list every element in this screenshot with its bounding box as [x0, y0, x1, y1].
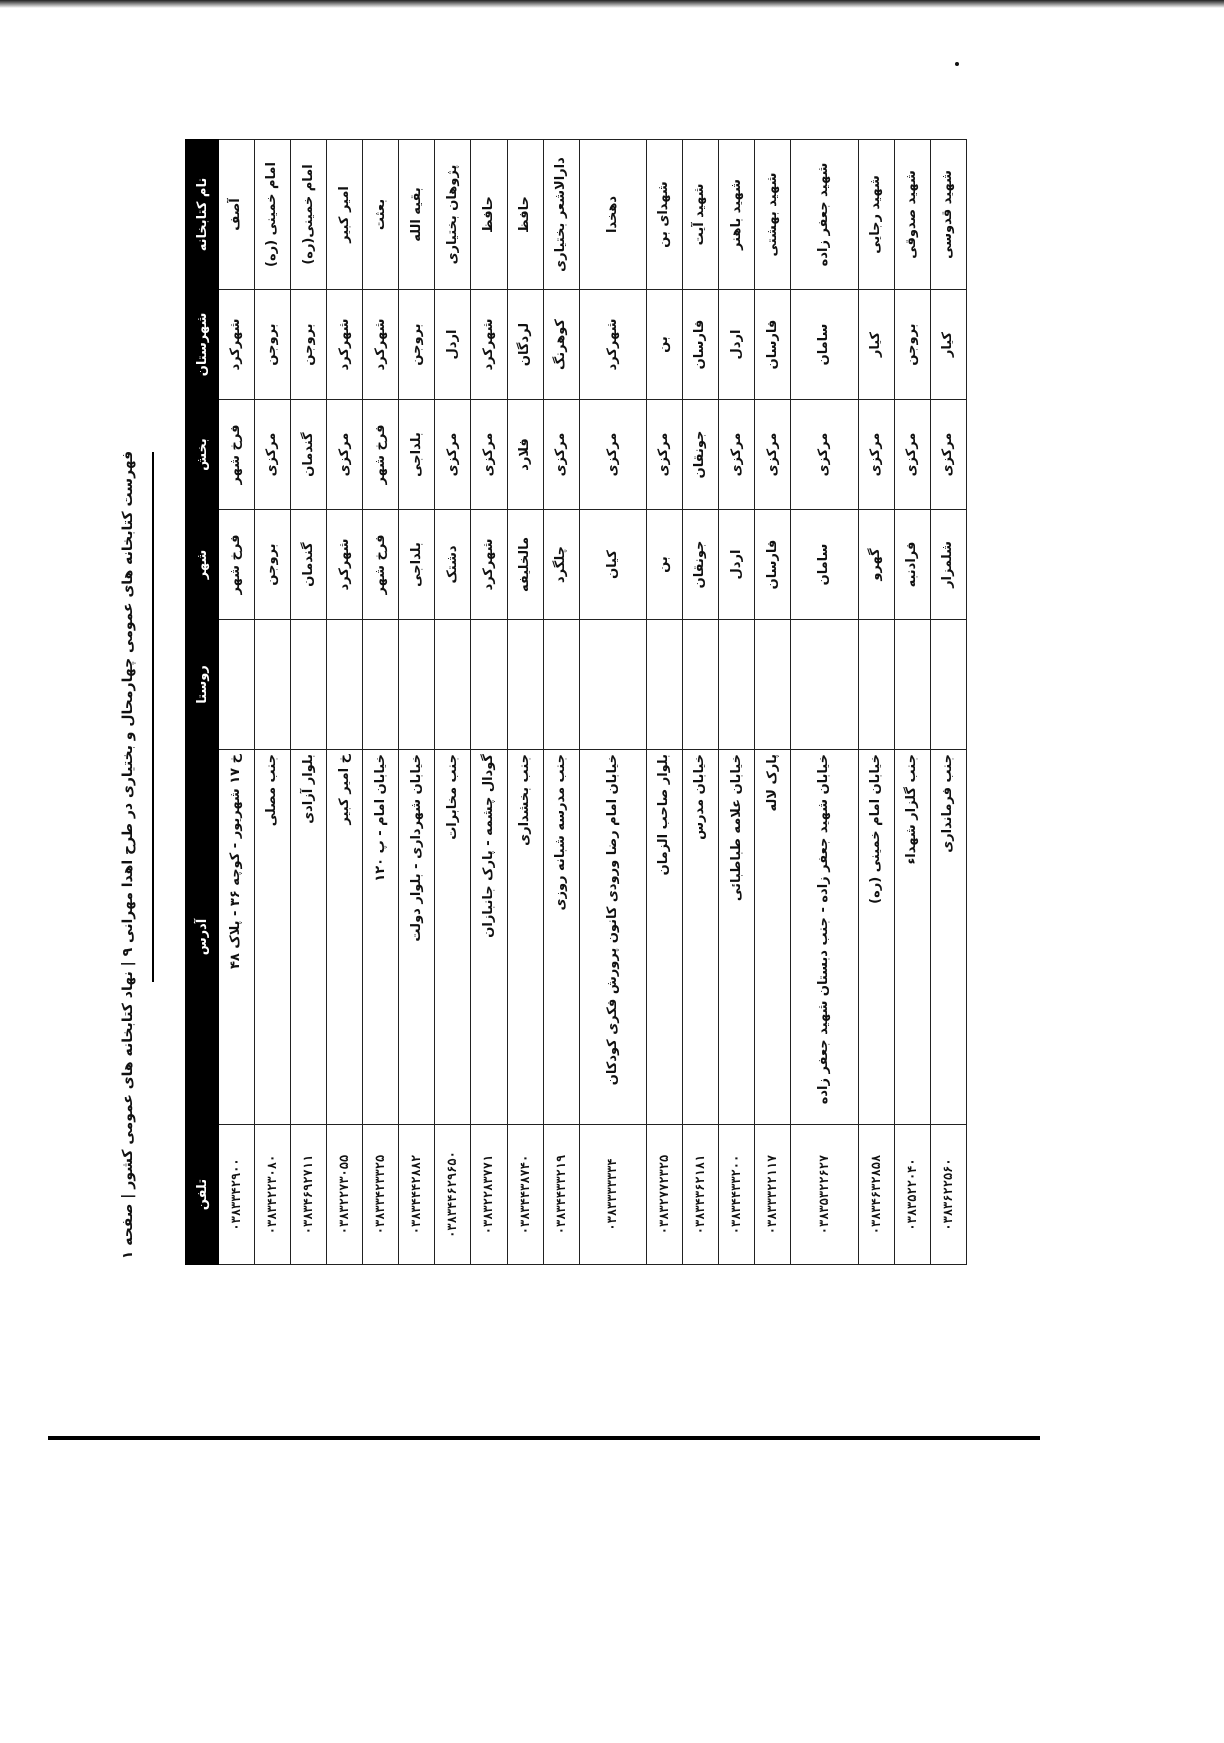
cell-name: بقیه الله [399, 140, 435, 290]
cell-phone: ۰۳۸۳۴۴۳۳۲۰۰ [719, 1125, 755, 1265]
cell-village [399, 620, 435, 750]
cell-village [327, 620, 363, 750]
cell-city: چلگرد [543, 510, 579, 620]
cell-address: خیابان مدرس [683, 750, 719, 1125]
cell-county: کیار [930, 290, 966, 400]
cell-district: مرکزی [858, 400, 894, 510]
cell-village [930, 620, 966, 750]
cell-name: امام خمینی (ره) [255, 140, 291, 290]
cell-phone: ۰۳۸۳۳۳۳۳۳۴ [579, 1125, 646, 1265]
cell-phone: ۰۳۸۳۴۴۶۲۹۶۵۰ [435, 1125, 471, 1265]
cell-village [291, 620, 327, 750]
cell-city: کیان [579, 510, 646, 620]
cell-county: فارسان [683, 290, 719, 400]
cell-address: خیابان شهرداری - بلوار دولت [399, 750, 435, 1125]
cell-district: مرکزی [471, 400, 507, 510]
cell-address: خیابان شهید جعفر زاده - جنب دبستان شهید جعفر زاده [791, 750, 858, 1125]
cell-village [646, 620, 682, 750]
cell-phone: ۰۳۸۳۳۴۲۹۰۰ [219, 1125, 255, 1265]
rotated-table-frame [185, 140, 967, 1265]
cell-city: شهرکرد [471, 510, 507, 620]
table-row [894, 140, 930, 1265]
cell-name: شهید صدوقی [894, 140, 930, 290]
cell-city: بن [646, 510, 682, 620]
cell-village [858, 620, 894, 750]
cell-village [719, 620, 755, 750]
table-row [219, 140, 255, 1265]
cell-county: بن [646, 290, 682, 400]
header-district: بخش [186, 400, 219, 510]
cell-name: حافظ [471, 140, 507, 290]
cell-county: سامان [791, 290, 858, 400]
table-row [471, 140, 507, 1265]
cell-district: بلداجی [399, 400, 435, 510]
cell-district: مرکزی [255, 400, 291, 510]
cell-city: اردل [719, 510, 755, 620]
cell-village [219, 620, 255, 750]
table-row [930, 140, 966, 1265]
cell-village [791, 620, 858, 750]
table-row [435, 140, 471, 1265]
cell-address: خیابان امام - پ ۱۲۰ [363, 750, 399, 1125]
cell-address: جنب مدرسه شبانه روزی [543, 750, 579, 1125]
cell-village [255, 620, 291, 750]
cell-city: بلداجی [399, 510, 435, 620]
cell-county: اردل [719, 290, 755, 400]
cell-village [543, 620, 579, 750]
cell-county: شهرکرد [327, 290, 363, 400]
header-phone: تلفن [186, 1125, 219, 1265]
cell-county: شهرکرد [471, 290, 507, 400]
cell-district: مرکزی [719, 400, 755, 510]
cell-county: بروجن [255, 290, 291, 400]
cell-county: بروجن [399, 290, 435, 400]
table-row [363, 140, 399, 1265]
page-caption: فهرست کتابخانه های عمومی چهارمحال و بختیاری در طرح اهدا مهرانی ۹ | نهاد کتابخانه های عمومی کشور | صفحه ۱ [120, 450, 136, 1260]
cell-address: جنب فرمانداری [930, 750, 966, 1125]
cell-phone: ۰۳۸۳۴۴۴۲۸۸۲ [399, 1125, 435, 1265]
table-row [791, 140, 858, 1265]
cell-county: شهرکرد [579, 290, 646, 400]
cell-city: فرخ شهر [219, 510, 255, 620]
cell-city: جونقان [683, 510, 719, 620]
cell-phone: ۰۳۸۳۳۳۲۲۱۱۷ [755, 1125, 791, 1265]
cell-address: جنب بخشداری [507, 750, 543, 1125]
cell-phone: ۰۳۸۳۲۷۷۲۳۲۵ [646, 1125, 682, 1265]
cell-county: بروجن [894, 290, 930, 400]
cell-city: فارسان [755, 510, 791, 620]
cell-phone: ۰۳۸۳۳۴۲۳۳۲۵ [363, 1125, 399, 1265]
cell-county: شهرکرد [219, 290, 255, 400]
cell-village [435, 620, 471, 750]
cell-phone: ۰۳۸۳۵۳۲۲۶۲۷ [791, 1125, 858, 1265]
cell-district: فلارد [507, 400, 543, 510]
cell-name: امام خمینی(ره) [291, 140, 327, 290]
cell-name: بعثت [363, 140, 399, 290]
table-row [291, 140, 327, 1265]
cell-name: حافظ [507, 140, 543, 290]
cell-county: کوهرنگ [543, 290, 579, 400]
cell-city: بروجن [255, 510, 291, 620]
table-header-row [186, 140, 219, 1265]
cell-district: جونقان [683, 400, 719, 510]
cell-name: پژوهان بختیاری [435, 140, 471, 290]
libraries-table [185, 139, 967, 1265]
cell-phone: ۰۳۸۳۶۲۲۵۶۰ [930, 1125, 966, 1265]
page-divider [48, 1436, 1040, 1440]
cell-address: جنب مخابرات [435, 750, 471, 1125]
cell-address: جنب گلزار شهداء [894, 750, 930, 1125]
cell-village [683, 620, 719, 750]
cell-district: گندمان [291, 400, 327, 510]
cell-name: شهید جعفر زاده [791, 140, 858, 290]
table-row [255, 140, 291, 1265]
cell-address: خ ۱۷ شهریور - کوچه ۳۶ - پلاک ۴۸ [219, 750, 255, 1125]
scan-edge [0, 0, 1224, 8]
cell-district: فرخ شهر [363, 400, 399, 510]
cell-village [894, 620, 930, 750]
table-row [858, 140, 894, 1265]
cell-name: شهید قدوسی [930, 140, 966, 290]
cell-city: فرخ شهر [363, 510, 399, 620]
cell-county: کیار [858, 290, 894, 400]
cell-district: مرکزی [435, 400, 471, 510]
cell-address: جنب مصلی [255, 750, 291, 1125]
cell-city: مالخلیفه [507, 510, 543, 620]
cell-county: اردل [435, 290, 471, 400]
cell-city: شلمزار [930, 510, 966, 620]
cell-city: دشتک [435, 510, 471, 620]
cell-address: گودال چشمه - پارک جانبازان [471, 750, 507, 1125]
cell-name: شهید باهنر [719, 140, 755, 290]
cell-village [579, 620, 646, 750]
cell-district: مرکزی [543, 400, 579, 510]
table-row [683, 140, 719, 1265]
header-village: روستا [186, 620, 219, 750]
header-city: شهر [186, 510, 219, 620]
cell-city: گندمان [291, 510, 327, 620]
table-row [579, 140, 646, 1265]
scan-speck [955, 62, 959, 66]
caption-rule [152, 452, 154, 982]
cell-district: مرکزی [791, 400, 858, 510]
table-row [543, 140, 579, 1265]
cell-address: خیابان امام رضا ورودی کانون پرورش فکری کودکان [579, 750, 646, 1125]
cell-district: مرکزی [755, 400, 791, 510]
header-county: شهرستان [186, 290, 219, 400]
table-row [755, 140, 791, 1265]
cell-phone: ۰۳۸۳۲۲۷۳۰۵۵ [327, 1125, 363, 1265]
cell-village [363, 620, 399, 750]
cell-address: خیابان علامه طباطبائی [719, 750, 755, 1125]
cell-district: مرکزی [930, 400, 966, 510]
cell-city: سامان [791, 510, 858, 620]
cell-address: بلوار آزادی [291, 750, 327, 1125]
cell-district: مرکزی [646, 400, 682, 510]
table-row [719, 140, 755, 1265]
cell-district: مرکزی [894, 400, 930, 510]
cell-name: شهید رجایی [858, 140, 894, 290]
cell-phone: ۰۳۸۳۵۲۲۰۴۰ [894, 1125, 930, 1265]
cell-phone: ۰۳۸۳۴۳۶۲۱۸۱ [683, 1125, 719, 1265]
cell-address: خیابان امام خمینی (ره) [858, 750, 894, 1125]
cell-address: خ امیر کبیر [327, 750, 363, 1125]
cell-address: بلوار صاحب الزمان [646, 750, 682, 1125]
cell-district: فرخ شهر [219, 400, 255, 510]
cell-name: شهدای بن [646, 140, 682, 290]
cell-address: پارک لاله [755, 750, 791, 1125]
cell-county: شهرکرد [363, 290, 399, 400]
cell-district: مرکزی [579, 400, 646, 510]
cell-county: بروجن [291, 290, 327, 400]
cell-phone: ۰۳۸۳۴۶۹۲۷۱۱ [291, 1125, 327, 1265]
cell-name: آصف [219, 140, 255, 290]
table-row [399, 140, 435, 1265]
cell-village [471, 620, 507, 750]
cell-phone: ۰۳۸۳۴۶۳۲۸۵۸ [858, 1125, 894, 1265]
cell-city: فرادنبه [894, 510, 930, 620]
cell-district: مرکزی [327, 400, 363, 510]
cell-phone: ۰۳۸۳۲۲۸۳۷۷۱ [471, 1125, 507, 1265]
cell-village [755, 620, 791, 750]
cell-name: دارالاشعر بختیاری [543, 140, 579, 290]
header-name: نام کتابخانه [186, 140, 219, 290]
table-row [507, 140, 543, 1265]
cell-phone: ۰۳۸۳۴۴۳۳۲۱۹ [543, 1125, 579, 1265]
cell-village [507, 620, 543, 750]
cell-name: امیر کبیر [327, 140, 363, 290]
cell-phone: ۰۳۸۳۴۲۲۳۰۸۰ [255, 1125, 291, 1265]
header-address: آدرس [186, 750, 219, 1125]
cell-phone: ۰۳۸۳۴۴۳۸۷۴۰ [507, 1125, 543, 1265]
table-row [327, 140, 363, 1265]
cell-county: فارسان [755, 290, 791, 400]
cell-city: شهرکرد [327, 510, 363, 620]
cell-name: دهخدا [579, 140, 646, 290]
cell-name: شهید آیت [683, 140, 719, 290]
cell-county: لردگان [507, 290, 543, 400]
cell-city: گهرو [858, 510, 894, 620]
table-row [646, 140, 682, 1265]
cell-name: شهید بهشتی [755, 140, 791, 290]
